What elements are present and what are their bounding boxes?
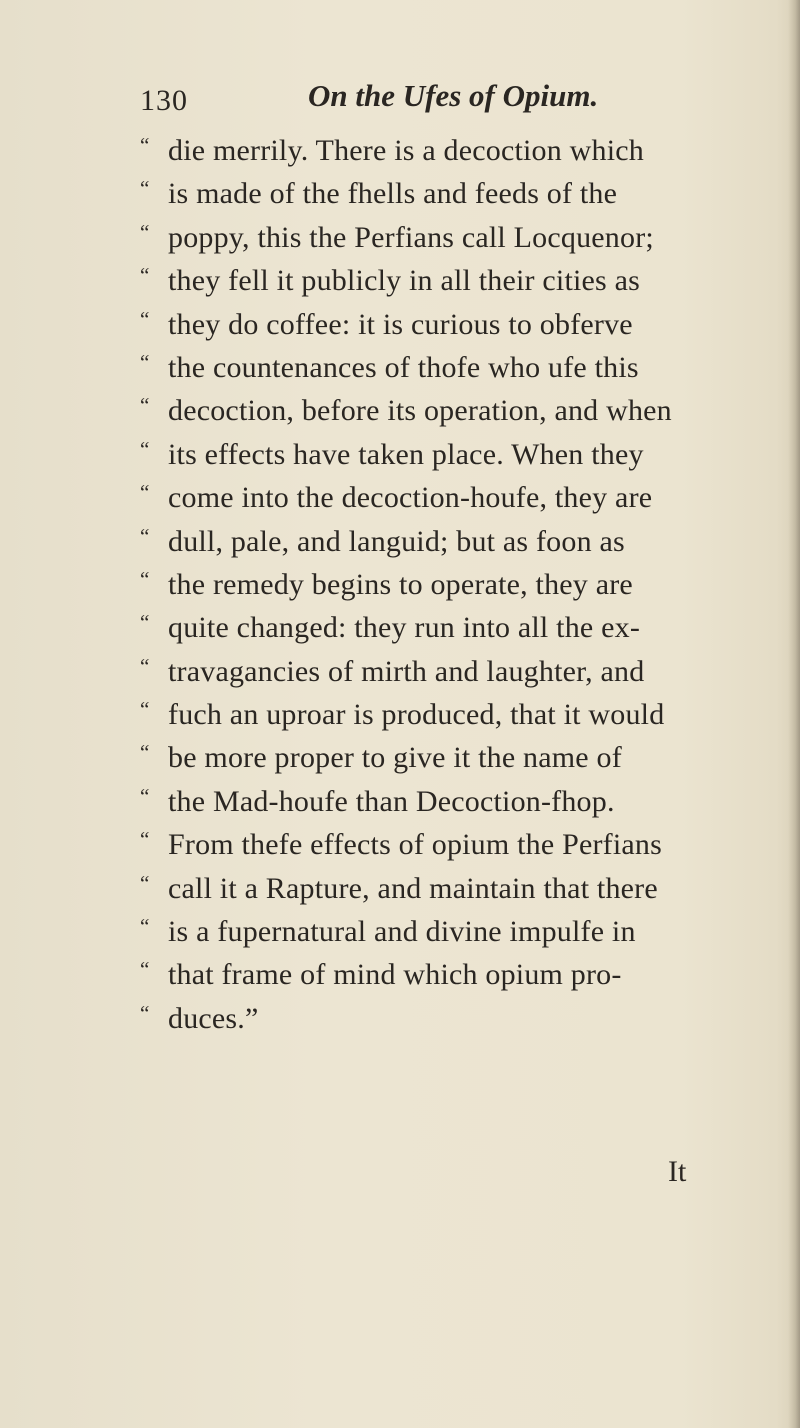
quote-mark: “ (140, 219, 150, 244)
text-line (140, 655, 780, 698)
page-edge-shadow (788, 0, 800, 1428)
line-text: duces.” (168, 1001, 259, 1035)
body-text (140, 134, 780, 1045)
page-number: 130 (140, 84, 188, 117)
text-line (140, 481, 780, 524)
text-line (140, 394, 780, 437)
line-text: that frame of mind which opium pro- (168, 958, 622, 992)
line-text: they do coffee: it is curious to obferve (168, 307, 633, 341)
quote-mark: “ (140, 480, 150, 505)
text-line (140, 958, 780, 1001)
quote-mark: “ (140, 393, 150, 418)
quote-mark: “ (140, 523, 150, 548)
text-line (140, 568, 780, 611)
text-line (140, 872, 780, 915)
quote-mark: “ (140, 827, 150, 852)
line-text: fuch an uproar is produced, that it would (168, 698, 665, 732)
text-line (140, 915, 780, 958)
quote-mark: “ (140, 349, 150, 374)
text-line (140, 785, 780, 828)
quote-mark: “ (140, 740, 150, 765)
line-text: be more proper to give it the name of (168, 741, 622, 775)
text-line (140, 525, 780, 568)
line-text: dull, pale, and languid; but as foon as (168, 524, 625, 558)
quote-mark: “ (140, 870, 150, 895)
text-line (140, 351, 780, 394)
quote-mark: “ (140, 176, 150, 201)
quote-mark: “ (140, 436, 150, 461)
text-line (140, 1002, 780, 1045)
line-text: they fell it publicly in all their cities as (168, 264, 641, 298)
line-text: the countenances of thofe who ufe this (168, 350, 639, 384)
quote-mark: “ (140, 914, 150, 939)
line-text: travagancies of mirth and laughter, and (168, 654, 645, 688)
text-line (140, 828, 780, 871)
quote-mark: “ (140, 610, 150, 635)
line-text: the Mad-houfe than Decoction-fhop. (168, 784, 615, 818)
text-line (140, 438, 780, 481)
line-text: the remedy begins to operate, they are (168, 567, 633, 601)
line-text: die merrily. There is a decoction which (168, 134, 644, 167)
line-text: is a fupernatural and divine impulfe in (168, 915, 636, 949)
quote-mark: “ (140, 957, 150, 982)
line-text: From thefe effects of opium the Perfians (168, 828, 662, 862)
text-line (140, 308, 780, 351)
text-line (140, 264, 780, 307)
line-text: its effects have taken place. When they (168, 437, 644, 471)
page-header (140, 78, 700, 118)
line-text: is made of the fhells and feeds of the (168, 177, 618, 211)
text-line (140, 177, 780, 220)
quote-mark: “ (140, 1000, 150, 1025)
line-text: decoction, before its operation, and when (168, 394, 672, 428)
quote-mark: “ (140, 306, 150, 331)
quote-mark: “ (140, 697, 150, 722)
quote-mark: “ (140, 133, 150, 157)
line-text: call it a Rapture, and maintain that there (168, 871, 658, 905)
running-title: On the Ufes of Opium. (308, 78, 599, 113)
quote-mark: “ (140, 783, 150, 808)
line-text: quite changed: they run into all the ex- (168, 611, 641, 645)
text-line (140, 741, 780, 784)
text-line (140, 611, 780, 654)
text-line (140, 698, 780, 741)
catchword: It (668, 1155, 687, 1188)
quote-mark: “ (140, 566, 150, 591)
line-text: come into the decoction-houfe, they are (168, 481, 653, 515)
quote-mark: “ (140, 653, 150, 678)
line-text: poppy, this the Perfians call Locquenor; (168, 220, 654, 254)
text-line (140, 134, 780, 177)
text-line (140, 221, 780, 264)
quote-mark: “ (140, 263, 150, 288)
